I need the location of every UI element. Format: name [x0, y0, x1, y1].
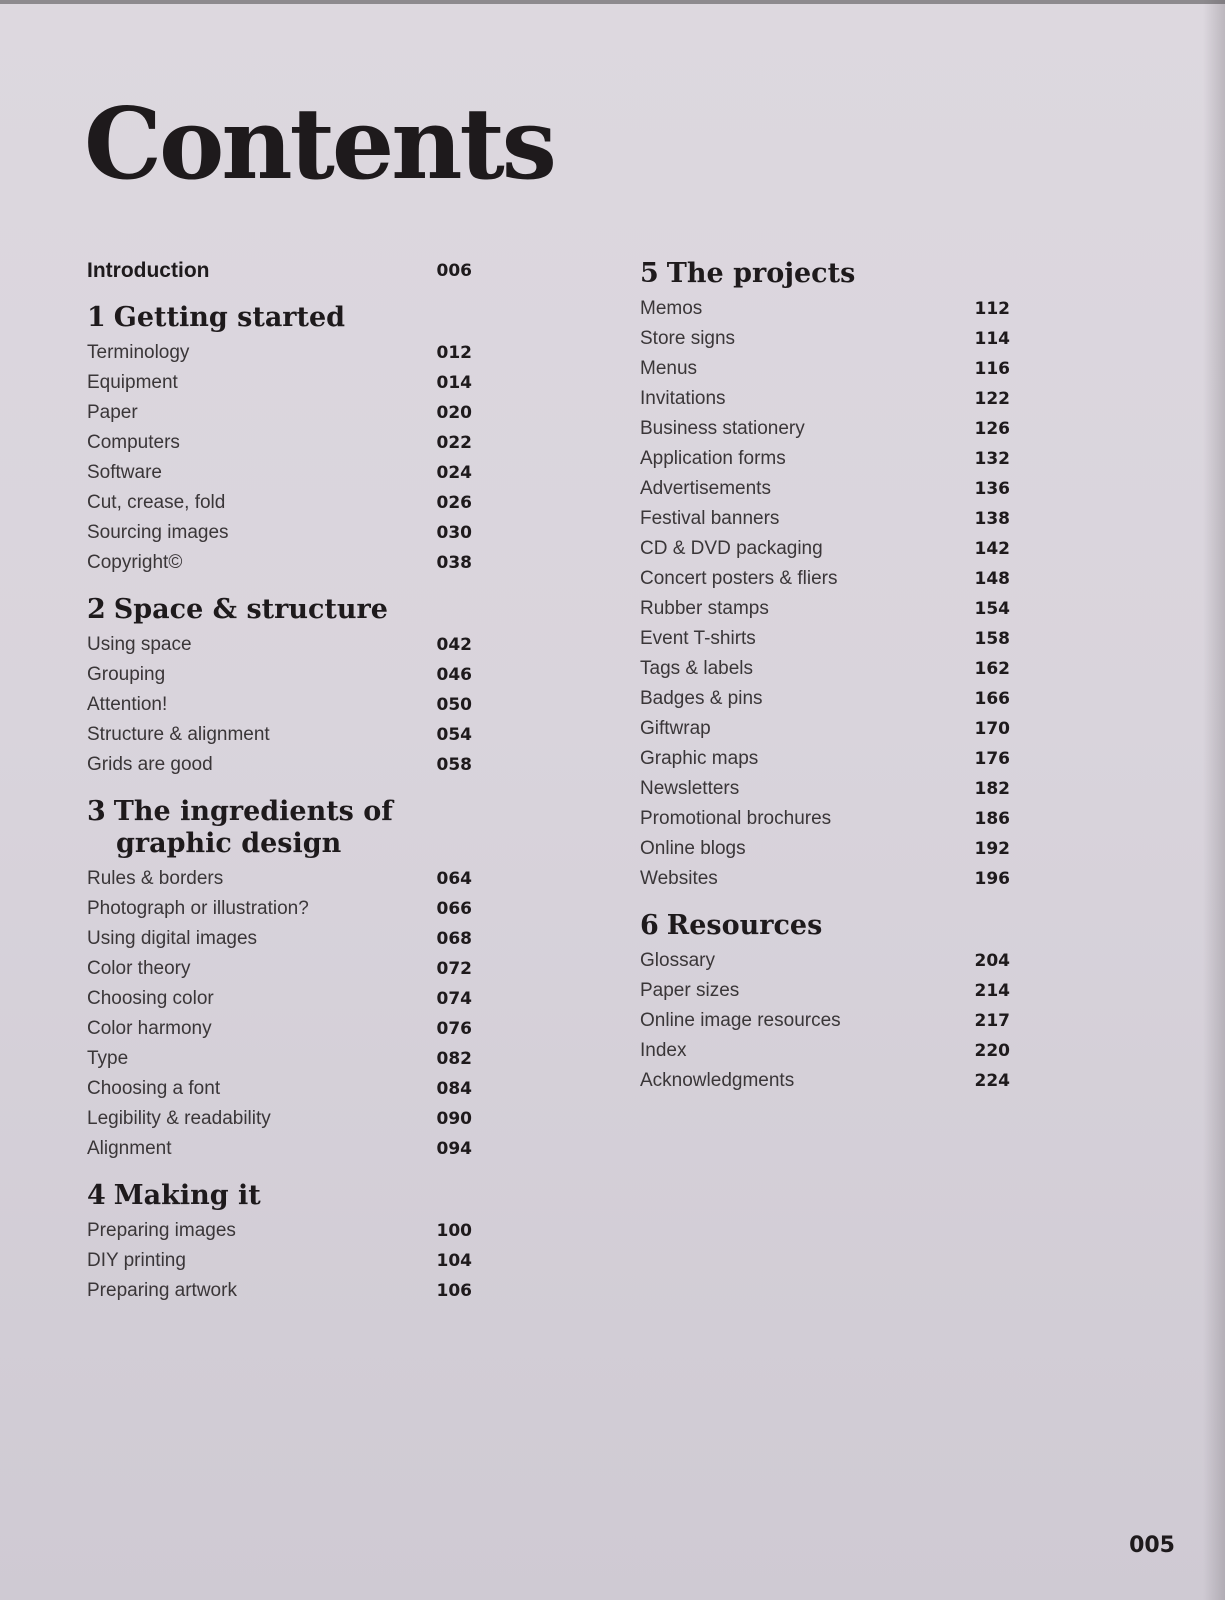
entry-page: 076 — [436, 1019, 472, 1039]
toc-entry[interactable] — [640, 1036, 1010, 1066]
page-number: 005 — [1129, 1533, 1175, 1558]
section-heading[interactable] — [640, 258, 1010, 290]
toc-entry[interactable] — [640, 804, 1010, 834]
entry-label: Structure & alignment — [87, 724, 270, 745]
entry-page: 074 — [436, 989, 472, 1009]
entry-page: 116 — [974, 359, 1010, 379]
toc-entry[interactable] — [87, 984, 472, 1014]
toc-entry[interactable] — [87, 1104, 472, 1134]
entry-page: 142 — [974, 539, 1010, 559]
entry-label: Preparing artwork — [87, 1280, 237, 1301]
toc-entry[interactable] — [87, 488, 472, 518]
entry-label: Introduction — [87, 259, 210, 282]
entry-page: 158 — [974, 629, 1010, 649]
entry-label: Festival banners — [640, 508, 780, 529]
entry-page: 058 — [436, 755, 472, 775]
toc-section — [640, 258, 1010, 894]
toc-entry[interactable] — [87, 864, 472, 894]
entry-page: 170 — [974, 719, 1010, 739]
entry-page: 100 — [436, 1221, 472, 1241]
section-title: Space & structure — [113, 594, 388, 625]
entry-label: Paper — [87, 402, 138, 423]
section-number: 1 — [87, 302, 106, 333]
toc-entry[interactable] — [640, 1006, 1010, 1036]
entry-label: Terminology — [87, 342, 190, 363]
entry-page: 026 — [436, 493, 472, 513]
toc-entry[interactable] — [640, 1066, 1010, 1096]
toc-entry[interactable] — [640, 534, 1010, 564]
section-heading[interactable] — [640, 910, 1010, 942]
entry-page: 224 — [974, 1071, 1010, 1091]
entry-label: Grouping — [87, 664, 166, 685]
section-heading[interactable] — [87, 594, 472, 626]
entry-page: 148 — [974, 569, 1010, 589]
section-number: 3 — [87, 796, 106, 827]
entry-label: Attention! — [87, 694, 168, 715]
toc-entry[interactable] — [640, 834, 1010, 864]
toc-entry[interactable] — [87, 1134, 472, 1164]
toc-entry[interactable] — [87, 458, 472, 488]
toc-entry[interactable] — [640, 976, 1010, 1006]
toc-entry[interactable] — [640, 414, 1010, 444]
toc-entry[interactable] — [87, 1246, 472, 1276]
toc-entry[interactable] — [87, 894, 472, 924]
entry-page: 030 — [436, 523, 472, 543]
entry-label: Computers — [87, 432, 180, 453]
entry-page: 068 — [436, 929, 472, 949]
page-right-edge — [1203, 0, 1225, 1600]
entry-label: Photograph or illustration? — [87, 898, 309, 919]
entry-label: Cut, crease, fold — [87, 492, 226, 513]
section-number: 6 — [640, 910, 659, 941]
entry-label: DIY printing — [87, 1250, 186, 1271]
entry-page: 006 — [436, 261, 472, 281]
entry-label: Badges & pins — [640, 688, 763, 709]
right-sections — [640, 258, 1010, 1096]
entry-page: 217 — [974, 1011, 1010, 1031]
entry-label: Rubber stamps — [640, 598, 769, 619]
entry-label: Online image resources — [640, 1010, 841, 1031]
entry-label: Graphic maps — [640, 748, 759, 769]
entry-label: Newsletters — [640, 778, 740, 799]
toc-entry[interactable] — [87, 660, 472, 690]
entry-page: 138 — [974, 509, 1010, 529]
entry-page: 220 — [974, 1041, 1010, 1061]
toc-right-column — [640, 258, 1010, 1096]
toc-entry[interactable] — [87, 1014, 472, 1044]
entry-label: Using space — [87, 634, 192, 655]
entry-label: Color theory — [87, 958, 191, 979]
section-title: Getting started — [113, 302, 346, 333]
entry-label: Promotional brochures — [640, 808, 832, 829]
toc-entry[interactable] — [640, 594, 1010, 624]
entry-page: 024 — [436, 463, 472, 483]
entry-label: Giftwrap — [640, 718, 711, 739]
toc-left-column — [87, 256, 472, 1306]
entry-label: Choosing color — [87, 988, 214, 1009]
section-heading[interactable] — [87, 796, 472, 860]
entry-page: 132 — [974, 449, 1010, 469]
toc-entry[interactable] — [640, 474, 1010, 504]
page-top-edge — [0, 0, 1225, 4]
toc-entry[interactable] — [640, 354, 1010, 384]
entry-page: 072 — [436, 959, 472, 979]
toc-entry[interactable] — [640, 444, 1010, 474]
section-number: 4 — [87, 1180, 106, 1211]
entry-page: 012 — [436, 343, 472, 363]
entry-label: Online blogs — [640, 838, 746, 859]
entry-page: 046 — [436, 665, 472, 685]
toc-section — [87, 302, 472, 578]
entry-page: 182 — [974, 779, 1010, 799]
entry-label: Acknowledgments — [640, 1070, 795, 1091]
entry-page: 042 — [436, 635, 472, 655]
entry-page: 126 — [974, 419, 1010, 439]
toc-entry[interactable] — [640, 324, 1010, 354]
entry-page: 066 — [436, 899, 472, 919]
entry-label: Software — [87, 462, 162, 483]
entry-label: Preparing images — [87, 1220, 236, 1241]
toc-entry[interactable] — [87, 1044, 472, 1074]
toc-entry[interactable] — [640, 294, 1010, 324]
entry-page: 112 — [974, 299, 1010, 319]
section-title: The ingredients of — [113, 796, 393, 827]
entry-label: Application forms — [640, 448, 786, 469]
toc-entry[interactable] — [640, 384, 1010, 414]
section-number: 2 — [87, 594, 106, 625]
entry-page: 166 — [974, 689, 1010, 709]
entry-label: Color harmony — [87, 1018, 212, 1039]
entry-page: 106 — [436, 1281, 472, 1301]
entry-label: Menus — [640, 358, 698, 379]
entry-page: 090 — [436, 1109, 472, 1129]
toc-entry[interactable] — [87, 630, 472, 660]
section-heading[interactable] — [87, 1180, 472, 1212]
entry-page: 094 — [436, 1139, 472, 1159]
entry-label: Choosing a font — [87, 1078, 221, 1099]
entry-page: 104 — [436, 1251, 472, 1271]
entry-page: 214 — [974, 981, 1010, 1001]
entry-page: 054 — [436, 725, 472, 745]
entry-page: 122 — [974, 389, 1010, 409]
toc-entry[interactable] — [87, 428, 472, 458]
section-title: Resources — [666, 910, 823, 941]
toc-entry[interactable] — [640, 744, 1010, 774]
toc-entry[interactable] — [640, 624, 1010, 654]
entry-label: Equipment — [87, 372, 178, 393]
entry-page: 084 — [436, 1079, 472, 1099]
entry-page: 064 — [436, 869, 472, 889]
entry-page: 136 — [974, 479, 1010, 499]
toc-entry[interactable] — [87, 924, 472, 954]
entry-label: Legibility & readability — [87, 1108, 271, 1129]
toc-entry[interactable] — [640, 504, 1010, 534]
toc-entry[interactable] — [640, 654, 1010, 684]
entry-label: Glossary — [640, 950, 715, 971]
toc-entry[interactable] — [640, 946, 1010, 976]
toc-entry[interactable] — [87, 1276, 472, 1306]
entry-label: Memos — [640, 298, 703, 319]
entry-page: 196 — [974, 869, 1010, 889]
section-number: 5 — [640, 258, 659, 289]
entry-page: 014 — [436, 373, 472, 393]
toc-entry[interactable] — [640, 684, 1010, 714]
left-sections — [87, 302, 472, 1306]
entry-page: 050 — [436, 695, 472, 715]
toc-entry[interactable] — [640, 864, 1010, 894]
entry-label: Tags & labels — [640, 658, 754, 679]
toc-entry[interactable] — [87, 518, 472, 548]
entry-page: 154 — [974, 599, 1010, 619]
entry-label: Invitations — [640, 388, 726, 409]
toc-entry-introduction[interactable] — [87, 256, 472, 286]
entry-page: 020 — [436, 403, 472, 423]
toc-section — [87, 1180, 472, 1306]
entry-label: Paper sizes — [640, 980, 740, 1001]
toc-entry[interactable] — [87, 690, 472, 720]
entry-label: Grids are good — [87, 754, 213, 775]
toc-section — [87, 796, 472, 1164]
toc-entry[interactable] — [640, 564, 1010, 594]
toc-entry[interactable] — [87, 720, 472, 750]
toc-entry[interactable] — [87, 750, 472, 780]
entry-page: 186 — [974, 809, 1010, 829]
toc-entry[interactable] — [87, 1216, 472, 1246]
entry-page: 082 — [436, 1049, 472, 1069]
entry-page: 204 — [974, 951, 1010, 971]
section-title: The projects — [666, 258, 856, 289]
toc-entry[interactable] — [87, 548, 472, 578]
entry-label: Websites — [640, 868, 718, 889]
toc-section — [640, 910, 1010, 1096]
toc-entry[interactable] — [87, 338, 472, 368]
entry-page: 176 — [974, 749, 1010, 769]
entry-label: Rules & borders — [87, 868, 224, 889]
toc-entry[interactable] — [640, 774, 1010, 804]
section-title-line2: graphic design — [116, 828, 342, 859]
toc-entry[interactable] — [640, 714, 1010, 744]
entry-label: Alignment — [87, 1138, 172, 1159]
entry-label: Copyright© — [87, 552, 183, 573]
entry-label: Store signs — [640, 328, 736, 349]
entry-page: 162 — [974, 659, 1010, 679]
entry-page: 022 — [436, 433, 472, 453]
entry-label: Concert posters & fliers — [640, 568, 838, 589]
section-title: Making it — [113, 1180, 261, 1211]
toc-entry[interactable] — [87, 1074, 472, 1104]
toc-entry[interactable] — [87, 398, 472, 428]
entry-page: 114 — [974, 329, 1010, 349]
entry-label: Type — [87, 1048, 129, 1069]
toc-section — [87, 594, 472, 780]
entry-label: Event T-shirts — [640, 628, 756, 649]
entry-label: Business stationery — [640, 418, 805, 439]
entry-label: Sourcing images — [87, 522, 229, 543]
entry-page: 192 — [974, 839, 1010, 859]
toc-entry[interactable] — [87, 368, 472, 398]
entry-label: Advertisements — [640, 478, 771, 499]
toc-entry[interactable] — [87, 954, 472, 984]
page-title: Contents — [84, 87, 554, 202]
entry-label: CD & DVD packaging — [640, 538, 823, 559]
section-heading[interactable] — [87, 302, 472, 334]
entry-label: Index — [640, 1040, 687, 1061]
entry-page: 038 — [436, 553, 472, 573]
entry-label: Using digital images — [87, 928, 258, 949]
